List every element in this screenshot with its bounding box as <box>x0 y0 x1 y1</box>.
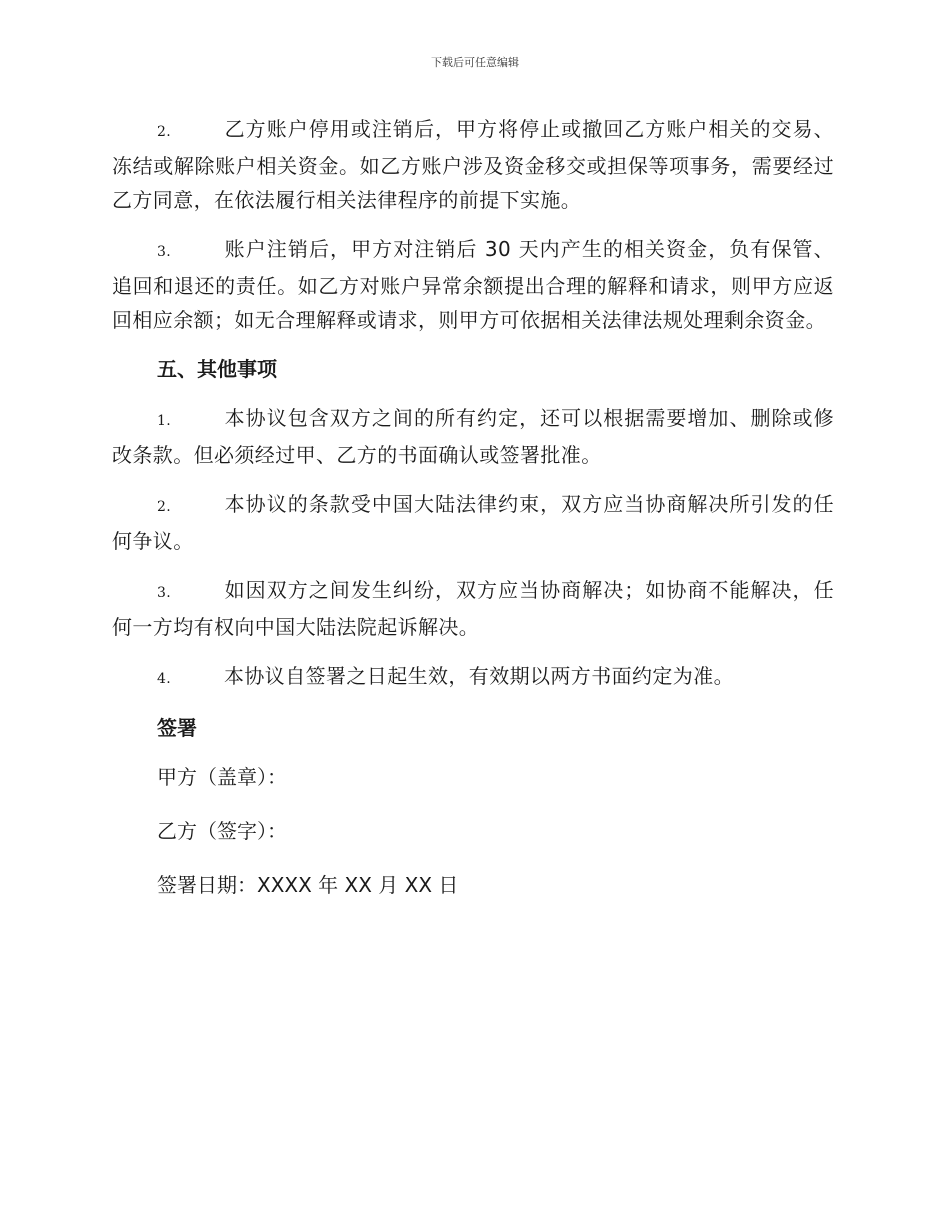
clause-5-1 <box>112 401 834 472</box>
clause-4-3 <box>112 232 834 337</box>
header-note: 下载后可任意编辑 <box>431 56 519 69</box>
clause-5-4 <box>112 659 834 696</box>
document-body <box>112 112 834 922</box>
clause-text: 本协议的条款受中国大陆法律约束，双方应当协商解决所引发的任何争议。 <box>112 492 834 553</box>
signature-heading: 签署 <box>157 716 197 740</box>
party-b-signature: 乙方（签字）： <box>157 819 287 843</box>
clause-number: 2. <box>157 124 172 140</box>
clause-number: 3. <box>157 244 172 260</box>
clause-5-3 <box>112 573 834 644</box>
party-a-signature: 甲方（盖章）： <box>157 765 287 789</box>
clause-number: 1. <box>157 413 172 429</box>
clause-number: 4. <box>157 671 172 687</box>
clause-text: 乙方账户停用或注销后，甲方将停止或撤回乙方账户相关的交易、冻结或解除账户相关资金。如乙方账户涉及资金移交或担保等项事务，需要经过乙方同意，在依法履行相关法律程序的前提下实施。 <box>112 117 834 212</box>
clause-text: 账户注销后，甲方对注销后 30 天内产生的相关资金，负有保管、追回和退还的责任。如乙方对账户异常余额提出合理的解释和请求，则甲方应返回相应余额；如无合理解释或请求，则甲方可依据相关法律法规处理剩余资金。 <box>112 237 834 332</box>
clause-4-2 <box>112 112 834 217</box>
section-5-heading: 五、其他事项 <box>157 357 277 381</box>
clause-text: 本协议包含双方之间的所有约定，还可以根据需要增加、删除或修改条款。但必须经过甲、乙方的书面确认或签署批准。 <box>112 406 834 467</box>
clause-number: 2. <box>157 499 172 515</box>
clause-number: 3. <box>157 585 172 601</box>
clause-text: 如因双方之间发生纠纷，双方应当协商解决；如协商不能解决，任何一方均有权向中国大陆法院起诉解决。 <box>112 578 834 639</box>
clause-5-2 <box>112 487 834 558</box>
clause-text: 本协议自签署之日起生效，有效期以两方书面约定为准。 <box>224 664 734 688</box>
signature-date: 签署日期：XXXX 年 XX 月 XX 日 <box>157 873 459 897</box>
